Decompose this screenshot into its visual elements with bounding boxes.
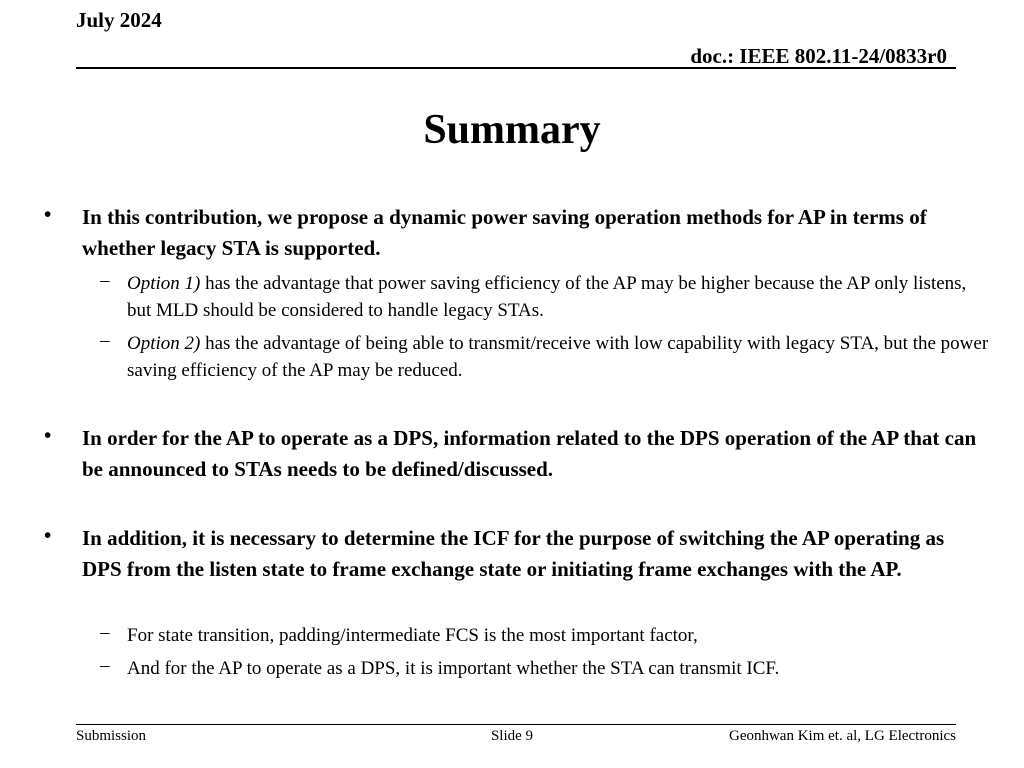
sub-bullet-item [100,622,990,649]
sub-bullet-text [127,270,990,324]
header-date: July 2024 [76,8,162,32]
bullet-text: In order for the AP to operate as a DPS, information related to the DPS operation of the AP that can be announced to STAs needs to be defined/discussed. [82,426,977,481]
footer-slide-number: Slide 9 [490,728,534,744]
sub-bullet-text [127,330,990,384]
sub-bullet-text: And for the AP to operate as a DPS, it is important whether the STA can transmit ICF. [127,658,780,679]
bullet-item [44,523,984,585]
footer-submission: Submission [76,728,147,744]
bullet-item [44,423,984,485]
header-divider [76,67,956,69]
option-label: Option 1) [127,273,201,294]
sub-bullet-body: has the advantage that power saving efficiency of the AP may be higher because the AP only listens, but MLD should be considered to handle legacy STAs. [127,273,967,321]
sub-bullet-marker: – [100,330,110,351]
option-label: Option 2) [127,333,201,354]
sub-bullet-item [100,330,990,384]
header-doc-id: doc.: IEEE 802.11-24/0833r0 [690,44,947,68]
bullet-marker: • [44,202,52,226]
sub-bullet-body: has the advantage of being able to transmit/receive with low capability with legacy STA, but the power saving efficiency of the AP may be reduced. [127,333,989,381]
sub-bullet-text: For state transition, padding/intermediate FCS is the most important factor, [127,625,698,646]
sub-bullet-marker: – [100,655,110,676]
sub-bullet-marker: – [100,270,110,291]
sub-bullet-marker: – [100,622,110,643]
bullet-text: In this contribution, we propose a dynamic power saving operation methods for AP in terms of whether legacy STA is supported. [82,205,927,260]
sub-bullet-item [100,270,990,324]
bullet-marker: • [44,423,52,447]
slide-title: Summary [423,107,601,153]
footer-authors: Geonhwan Kim et. al, LG Electronics [728,728,956,744]
bullet-marker: • [44,523,52,547]
footer-divider [76,724,956,725]
bullet-text: In addition, it is necessary to determine the ICF for the purpose of switching the AP operating as DPS from the listen state to frame exchange state or initiating frame exchanges with the AP. [82,526,945,581]
bullet-item [44,202,984,264]
sub-bullet-item [100,655,990,682]
